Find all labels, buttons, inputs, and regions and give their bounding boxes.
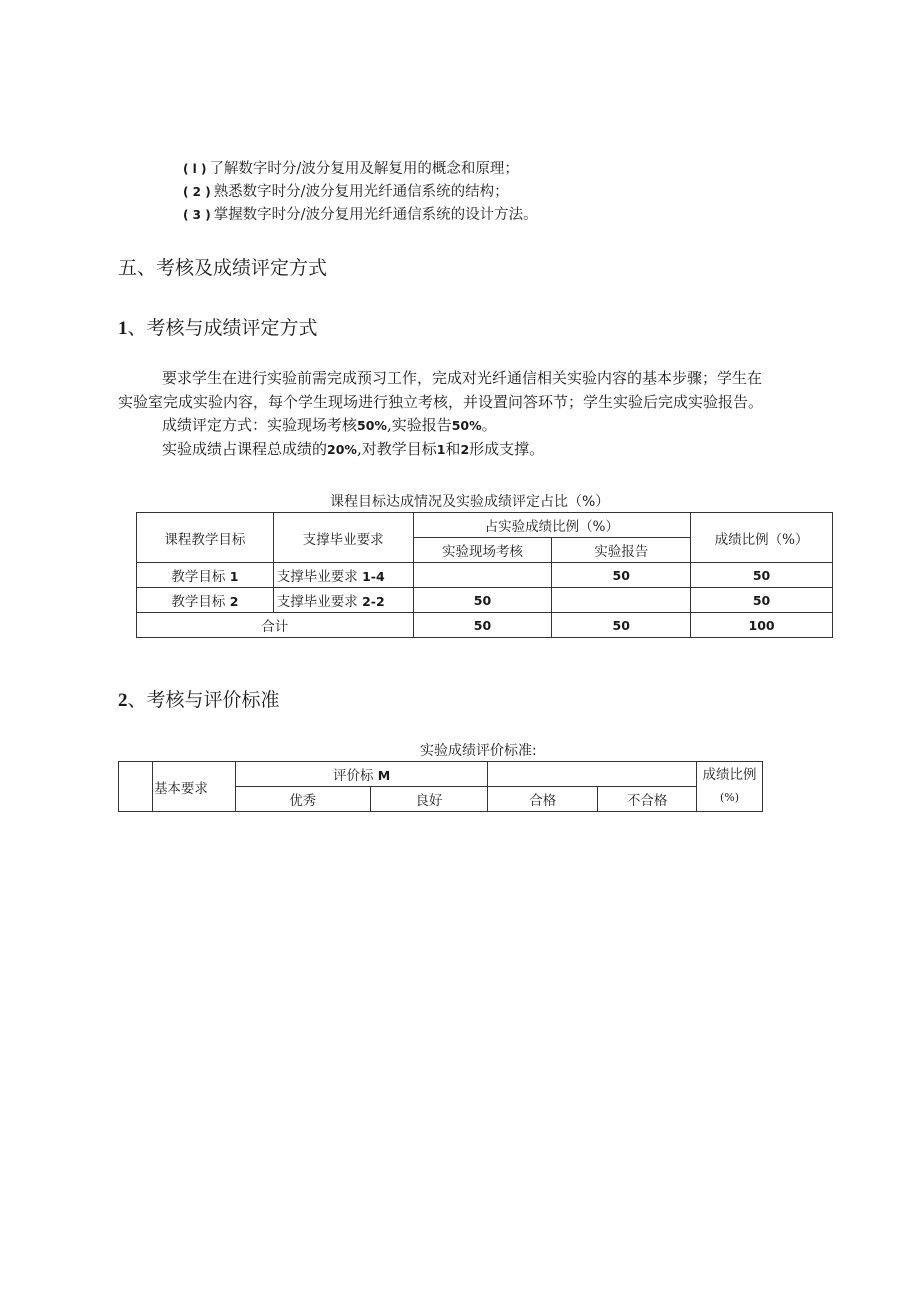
criteria-label: 评价标 <box>332 768 374 784</box>
objective-3-text: 掌握数字时分/波分复用光纤通信系统的设计方法。 <box>213 207 538 223</box>
table-row <box>137 588 833 613</box>
cell-report <box>552 588 691 613</box>
criteria-blank <box>488 762 697 787</box>
objective-2 <box>183 181 509 203</box>
cell-score: 50 <box>691 563 833 588</box>
total-label: 合计 <box>137 613 414 638</box>
subsection-2-title: 、考核与评价标准 <box>127 689 280 711</box>
para-line-3 <box>162 413 497 438</box>
para-line-3-e: 。 <box>481 416 497 434</box>
criteria-suffix: M <box>377 768 391 783</box>
total-score: 100 <box>691 613 833 638</box>
para-line-4-d: 1 <box>436 442 446 457</box>
req-label: 支撑毕业要求 <box>276 569 358 585</box>
table-total-row <box>137 613 833 638</box>
goal-label: 教学目标 <box>171 569 226 585</box>
para-line-4-e: 和 <box>445 440 461 458</box>
blank-cell <box>119 762 153 812</box>
total-field: 50 <box>413 613 552 638</box>
goals-table <box>136 512 833 638</box>
table-2-caption: 实验成绩评价标准: <box>420 743 537 759</box>
para-line-4-g: 形成支撑。 <box>469 440 545 458</box>
req-label: 支撑毕业要求 <box>276 594 358 610</box>
para-line-4-c: ,对教学目标 <box>356 440 437 458</box>
cell-goal <box>137 588 274 613</box>
cell-field: 50 <box>413 588 552 613</box>
para-line-3-d: 50% <box>451 418 482 433</box>
para-line-4 <box>162 437 544 462</box>
cell-goal <box>137 563 274 588</box>
cell-report: 50 <box>552 563 691 588</box>
ratio-line-1: 成绩比例 <box>702 767 757 783</box>
criteria-table <box>118 761 763 812</box>
th-goal: 课程教学目标 <box>137 513 274 563</box>
para-line-4-f: 2 <box>460 442 470 457</box>
basic-requirement: 基本要求 <box>152 762 235 812</box>
grade-excellent: 优秀 <box>235 787 370 812</box>
ratio-line-2: (%) <box>719 791 740 804</box>
grade-pass: 合格 <box>488 787 598 812</box>
table-row <box>137 563 833 588</box>
cell-req <box>273 588 413 613</box>
goal-num: 2 <box>229 594 239 609</box>
table-1-caption: 课程目标达成情况及实验成绩评定占比（%） <box>330 494 610 510</box>
para-line-1: 要求学生在进行实验前需完成预习工作，完成对光纤通信相关实验内容的基本步骤；学生在 <box>162 369 763 387</box>
total-report: 50 <box>552 613 691 638</box>
grade-good: 良好 <box>370 787 488 812</box>
subsection-2-num: 2 <box>118 690 128 711</box>
para-line-3-a: 成绩评定方式：实验现场考核 <box>162 416 358 434</box>
subsection-1-heading <box>118 313 318 340</box>
subsection-1-num: 1 <box>118 318 128 339</box>
th-score: 成绩比例（%） <box>691 513 833 563</box>
subsection-1-title: 、考核与成绩评定方式 <box>127 317 318 339</box>
th-report: 实验报告 <box>552 538 691 563</box>
th-field: 实验现场考核 <box>413 538 552 563</box>
para-line-2: 实验室完成实验内容，每个学生现场进行独立考核，并设置问答环节；学生实验后完成实验报告。 <box>118 393 764 411</box>
goal-num: 1 <box>229 569 239 584</box>
ratio-header <box>697 762 763 812</box>
req-num: 2-2 <box>362 594 385 609</box>
objective-2-text: 熟悉数字时分/波分复用光纤通信系统的结构； <box>213 184 509 200</box>
objective-1-text: 了解数字时分/波分复用及解复用的概念和原理； <box>209 161 519 177</box>
cell-req <box>273 563 413 588</box>
grade-fail: 不合格 <box>598 787 697 812</box>
para-line-3-c: ,实验报告 <box>386 416 452 434</box>
subsection-2-heading <box>118 685 280 712</box>
goal-label: 教学目标 <box>171 594 226 610</box>
objective-1 <box>183 158 519 180</box>
req-num: 1-4 <box>362 569 385 584</box>
objective-3 <box>183 204 538 226</box>
para-line-4-b: 20% <box>327 442 357 457</box>
cell-score: 50 <box>691 588 833 613</box>
th-req: 支撑毕业要求 <box>273 513 413 563</box>
objective-2-num: ( 2 ) <box>183 185 211 199</box>
para-line-3-b: 50% <box>357 418 387 433</box>
th-ratio: 占实验成绩比例（%） <box>413 513 691 538</box>
objective-1-num: ( l ) <box>183 162 207 176</box>
criteria-header <box>235 762 488 787</box>
para-line-4-a: 实验成绩占课程总成绩的 <box>162 440 328 458</box>
cell-field <box>413 563 552 588</box>
objective-3-num: ( 3 ) <box>183 208 211 222</box>
section-5-heading: 五、考核及成绩评定方式 <box>118 257 328 279</box>
